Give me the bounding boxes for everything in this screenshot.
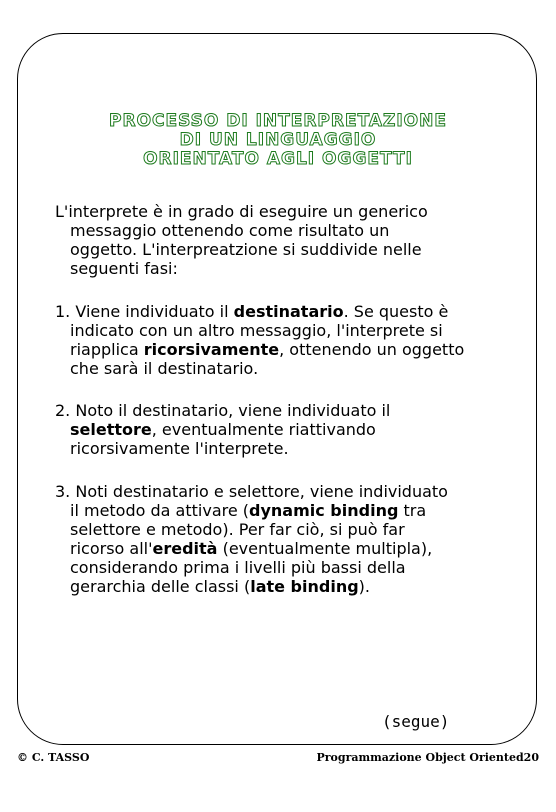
intro-line: oggetto. L'interpreatzione si suddivide nelle [70,240,422,259]
step-line: selettore, eventualmente riattivando [70,420,376,439]
continues-label: (segue) [382,712,450,731]
intro-paragraph [55,202,505,278]
slide-title [0,112,556,169]
step-line: 2. Noto il destinatario, viene individuato il [55,401,391,420]
step-1 [55,302,505,378]
footer-copyright: © C. TASSO [17,751,90,764]
intro-line: seguenti fasi: [70,259,178,278]
keyword-destinatario: destinatario [233,302,344,321]
keyword-dynamic-binding: dynamic binding [249,501,399,520]
step-line: selettore e metodo). Per far ciò, si può far [70,520,405,539]
step-line: 3. Noti destinatario e selettore, viene individuato [55,482,448,501]
step-line: riapplica ricorsivamente, ottenendo un oggetto [70,340,465,359]
footer-course-page: Programmazione Object Oriented20 [316,751,539,764]
step-line: 1. Viene individuato il destinatario. Se questo è [55,302,449,321]
intro-line: messaggio ottenendo come risultato un [70,221,390,240]
step-line: ricorso all'eredità (eventualmente multipla), [70,539,433,558]
intro-line: L'interprete è in grado di eseguire un generico [55,202,428,221]
step-2 [55,401,505,458]
step-line: indicato con un altro messaggio, l'interprete si [70,321,443,340]
step-line: gerarchia delle classi (late binding). [70,577,370,596]
step-line: che sarà il destinatario. [70,359,259,378]
step-3 [55,482,505,596]
keyword-selettore: selettore [70,420,152,439]
step-line: considerando prima i livelli più bassi della [70,558,406,577]
step-line: il metodo da attivare (dynamic binding tra [70,501,427,520]
keyword-late-binding: late binding [250,577,359,596]
title-line-3: ORIENTATO AGLI OGGETTI [143,149,413,169]
step-line: ricorsivamente l'interprete. [70,439,289,458]
title-line-2: DI UN LINGUAGGIO [179,130,377,150]
title-line-1: PROCESSO DI INTERPRETAZIONE [109,111,447,131]
keyword-ricorsivamente: ricorsivamente [143,340,280,359]
keyword-eredita: eredità [152,539,218,558]
